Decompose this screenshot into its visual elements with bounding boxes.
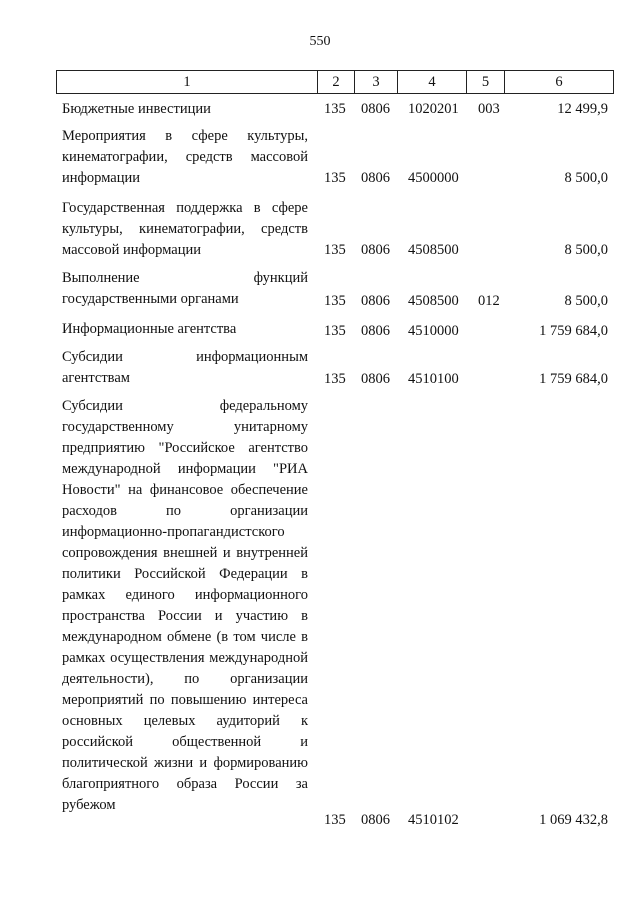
row-rz: 0806 bbox=[361, 293, 390, 309]
column-header-3: 3 bbox=[355, 71, 398, 94]
row-rz: 0806 bbox=[361, 323, 390, 339]
row-sum: 8 500,0 bbox=[564, 170, 608, 186]
row-sum: 1 759 684,0 bbox=[539, 323, 608, 339]
row-description: Информационные агентства bbox=[62, 321, 237, 337]
row-sum: 8 500,0 bbox=[564, 293, 608, 309]
row-sum: 1 069 432,8 bbox=[539, 812, 608, 828]
page-number: 550 bbox=[309, 34, 331, 49]
row-sum: 12 499,9 bbox=[557, 101, 608, 117]
row-ved: 135 bbox=[324, 371, 346, 387]
row-ved: 135 bbox=[324, 101, 346, 117]
row-ved: 135 bbox=[324, 242, 346, 258]
row-description: Субсидии федеральному государственному унитарному предприятию "Российское агентство международной информации "РИА Новости" на финансовое обеспечение расходов по организации информационно-пропагандистского сопровождения внешней и внутренней политики Российской Федерации в рамках единого информационного пространства России и участию в международном обмене (в том числе в рамках осуществления международной деятельности), по организации мероприятий по повышению интереса основных целевых аудиторий к российской общественной и политической жизни и формированию благоприятного образа России за рубежом bbox=[62, 398, 308, 813]
row-description: Бюджетные инвестиции bbox=[62, 101, 211, 117]
row-cs: 4508500 bbox=[408, 242, 459, 258]
row-vr: 003 bbox=[478, 101, 500, 117]
row-rz: 0806 bbox=[361, 812, 390, 828]
column-header-5: 5 bbox=[467, 71, 505, 94]
row-cs: 4500000 bbox=[408, 170, 459, 186]
row-ved: 135 bbox=[324, 293, 346, 309]
column-header-1: 1 bbox=[57, 71, 318, 94]
column-header-4: 4 bbox=[398, 71, 467, 94]
column-header-2: 2 bbox=[318, 71, 355, 94]
row-ved: 135 bbox=[324, 812, 346, 828]
column-header-table bbox=[56, 70, 614, 94]
row-rz: 0806 bbox=[361, 242, 390, 258]
row-description: Мероприятия в сфере культуры, кинематографии, средств массовой информации bbox=[62, 128, 308, 186]
row-ved: 135 bbox=[324, 323, 346, 339]
row-vr: 012 bbox=[478, 293, 500, 309]
column-header-row bbox=[57, 71, 614, 94]
row-rz: 0806 bbox=[361, 170, 390, 186]
row-description: Государственная поддержка в сфере культуры, кинематографии, средств массовой информации bbox=[62, 200, 308, 258]
row-sum: 8 500,0 bbox=[564, 242, 608, 258]
row-rz: 0806 bbox=[361, 101, 390, 117]
row-sum: 1 759 684,0 bbox=[539, 371, 608, 387]
row-rz: 0806 bbox=[361, 371, 390, 387]
row-ved: 135 bbox=[324, 170, 346, 186]
row-cs: 1020201 bbox=[408, 101, 459, 117]
row-cs: 4508500 bbox=[408, 293, 459, 309]
row-description: Выполнение функций государственными органами bbox=[62, 270, 308, 307]
row-cs: 4510100 bbox=[408, 371, 459, 387]
row-cs: 4510000 bbox=[408, 323, 459, 339]
column-header-6: 6 bbox=[505, 71, 614, 94]
row-description: Субсидии информационным агентствам bbox=[62, 349, 308, 386]
row-cs: 4510102 bbox=[408, 812, 459, 828]
